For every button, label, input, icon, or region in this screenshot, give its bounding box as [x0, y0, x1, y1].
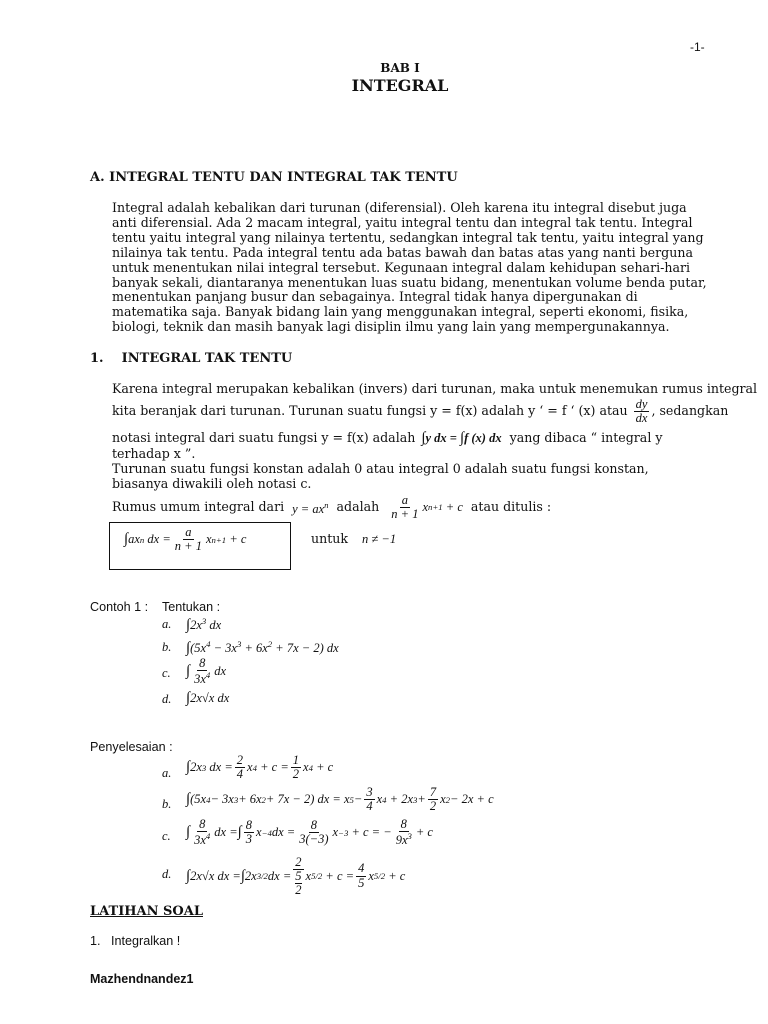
general-integral-formula: ∫ ax n dx = $\frac{a}{n + 1}$ x n+1 + c: [124, 525, 247, 554]
footer-author: Mazhendnandez1: [90, 972, 194, 986]
solution-d-label: d.: [162, 867, 172, 881]
dy-dx-fraction: $\frac{dy}{dx}$: [635, 397, 648, 426]
notation-text: notasi integral dari suatu fungsi y = f(x) adalah: [112, 430, 416, 445]
example-c-expression: ∫ $\frac{8}{3x^4}$ dx: [186, 656, 227, 687]
integral-notation: ∫y dx = ∫f (x) dx: [421, 430, 502, 446]
y-axn-expression: $y = ax^n$: [292, 500, 329, 517]
example-b-expression: $\int(5x^4 - 3x^3 + 6x^2 + 7x - 2)$ dx: [186, 639, 339, 657]
derivative-text: kita beranjak dari turunan. Turunan suatu fungsi y = f(x) adalah y ‘ = f ‘ (x) atau: [112, 403, 628, 419]
section-1-line1: Karena integral merupakan kebalikan (invers) dari turunan, maka untuk menemukan rumus integral: [112, 381, 758, 396]
example-d-label: d.: [162, 692, 172, 706]
solution-b-expression: ∫ (5x 4 − 3x 3 + 6x 2 + 7x − 2) dx = x 5 − $\frac{3}{4}$ x 4 + 2x 3 + $\frac{7}{2}$ x 2 − 2x + c: [186, 785, 494, 814]
section-1-line5: Turunan suatu fungsi konstan adalah 0 atau integral 0 adalah suatu fungsi konstan, biasanya diwakili oleh notasi c.: [112, 461, 649, 491]
example-d-expression: ∫2x√x dx: [186, 690, 230, 706]
example-task: Tentukan :: [162, 600, 221, 614]
rumus-text-a: Rumus umum integral dari: [112, 499, 285, 515]
example-a-expression: $\int 2x^3$ dx: [186, 616, 222, 634]
solution-label: Penyelesaian :: [90, 740, 173, 754]
section-a-heading: A. INTEGRAL TENTU DAN INTEGRAL TAK TENTU: [90, 170, 458, 185]
solution-c-label: c.: [162, 829, 171, 843]
section-1-heading: 1. INTEGRAL TAK TENTU: [90, 351, 293, 366]
example-label: Contoh 1 :: [90, 600, 149, 614]
section-1-line3: [112, 431, 662, 446]
condition-text: untuk: [311, 531, 349, 546]
example-a-label: a.: [162, 617, 172, 631]
rumus-line: [112, 494, 551, 521]
solution-c-expression: ∫ $\frac{8}{3x^4}$ dx = ∫ $\frac{8}{3}$ x −4 dx = $\frac{8}{3(-3)}$ x −3 + c = − $\frac{8}{9x^3}$ + c: [186, 817, 433, 848]
exercise-heading: LATIHAN SOAL: [90, 904, 203, 919]
n-not-minus-one: n ≠ −1: [362, 532, 397, 546]
example-c-label: c.: [162, 666, 171, 680]
solution-d-expression: ∫ 2x√x dx = ∫ 2x 3/2 dx = $\frac{2}{\frac{5}{2}}$ x 5/2 + c = $\frac{4}{5}$ x 5/2 + c: [186, 855, 406, 897]
notation-read-text: yang dibaca “ integral y: [509, 430, 663, 445]
derivative-text-end: , sedangkan: [651, 403, 729, 419]
section-1-line4: terhadap x ”.: [112, 446, 196, 461]
rumus-result: $\frac{a}{n + 1}$ x n+1 + c: [391, 493, 463, 522]
rumus-text-b: adalah: [336, 499, 380, 515]
condition-line: [311, 532, 396, 547]
solution-b-label: b.: [162, 797, 172, 811]
chapter-title: INTEGRAL: [351, 76, 449, 95]
section-1-line2: [112, 398, 728, 425]
solution-a-expression: ∫ 2x 3 dx = $\frac{2}{4}$ x 4 + c = $\frac{1}{2}$ x 4 + c: [186, 753, 334, 782]
chapter-label: BAB I: [380, 61, 420, 75]
section-a-paragraph: Integral adalah kebalikan dari turunan (diferensial). Oleh karena itu integral disebut juga anti diferensial. Ada 2 macam integral, yaitu integral tentu dan integral tak tentu. Integral tentu yaitu integral yang nilainya tertentu, sedangkan integral tak tentu, yaitu integral yang nilainya tak tentu. Pada integral tentu ada batas bawah dan batas atas yang nanti berguna untuk menentukan nilai integral tersebut. Kegunaan integral dalam kehidupan sehari-hari banyak sekali, diantaranya menentukan luas suatu bidang, menentukan volume benda putar, menentukan panjang busur dan sebagainya. Integral tidak hanya dipergunakan di matematika saja. Banyak bidang lain yang menggunakan integral, seperti ekonomi, fisika, biologi, teknik dan masih banyak lagi disiplin ilmu yang lain yang mempergunakannya.: [112, 200, 707, 335]
solution-a-label: a.: [162, 766, 172, 780]
page-number: -1-: [690, 40, 705, 54]
example-b-label: b.: [162, 640, 172, 654]
rumus-text-c: atau ditulis :: [470, 499, 552, 515]
exercise-item-1: 1. Integralkan !: [90, 934, 181, 948]
